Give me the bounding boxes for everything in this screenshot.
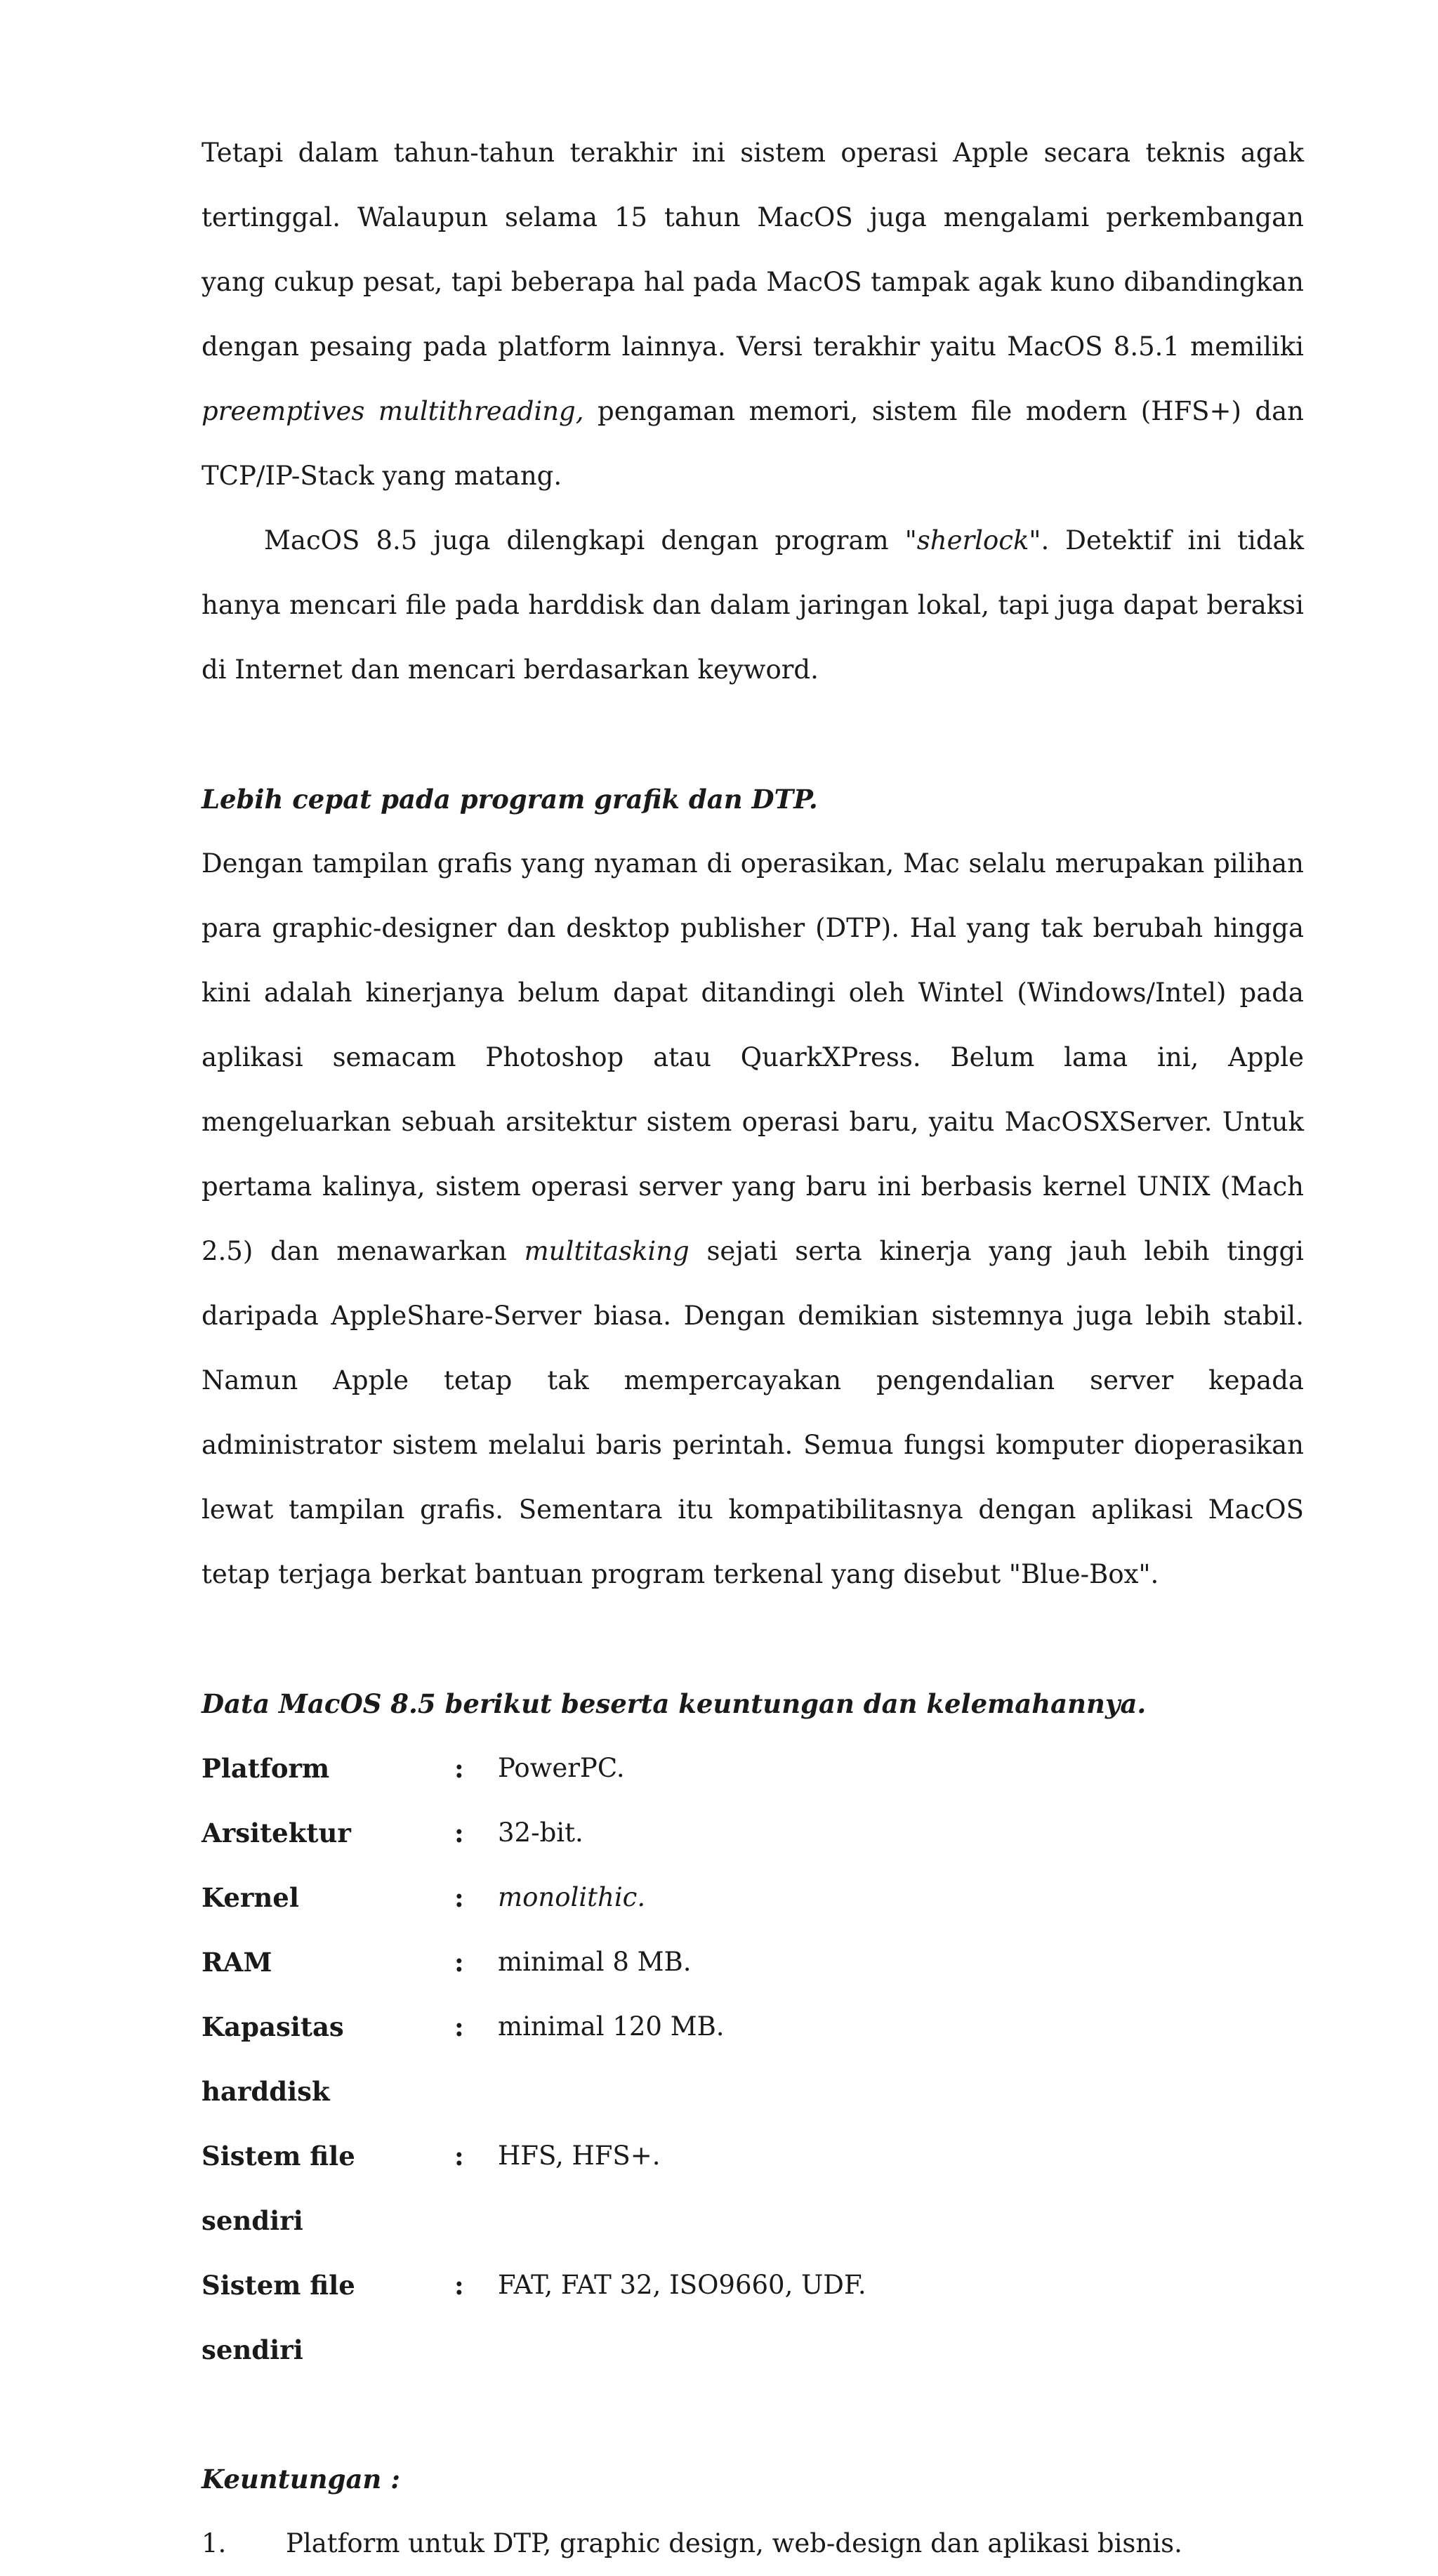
spec-row-arsitektur — [202, 1801, 1304, 1865]
spec-separator: : — [454, 1753, 464, 1784]
list-item-number: 1. — [202, 2528, 227, 2558]
italic-term-preemptive: preemptives multithreading, — [202, 396, 584, 426]
paragraph-text: sejati serta kinerja yang jauh lebih tinggi daripada AppleShare-Server biasa. Dengan demikian sistemnya juga lebih stabil. Namun Apple tetap tak mempercayakan pengendalian server kepada administrator sistem melalui baris perintah. Semua fungsi komputer dioperasikan lewat tampilan grafis. Sementara itu kompatibilitasnya dengan aplikasi MacOS tetap terjaga berkat bantuan program terkenal yang disebut "Blue-Box". — [202, 1236, 1305, 1589]
spec-label: Kernel — [202, 1882, 299, 1913]
section-gap — [202, 702, 1304, 767]
spec-separator: : — [454, 2270, 464, 2301]
advantages-list — [202, 2511, 1304, 2576]
spec-value: minimal 8 MB. — [498, 1947, 692, 1977]
paragraph-graphics-dtp — [202, 832, 1304, 1607]
spec-label: Kapasitas harddisk — [202, 2011, 344, 2107]
spec-value: minimal 120 MB. — [498, 2011, 725, 2042]
spec-row-ram — [202, 1930, 1304, 1995]
spec-row-harddisk — [202, 1995, 1304, 2124]
spec-row-kernel — [202, 1865, 1304, 1930]
spec-label: RAM — [202, 1947, 272, 1978]
section-gap — [202, 2382, 1304, 2447]
section-heading-specs: Data MacOS 8.5 berikut beserta keuntungan dan kelemahannya. — [202, 1688, 1147, 1719]
paragraph-text: Dengan tampilan grafis yang nyaman di operasikan, Mac selalu merupakan pilihan para graphic-designer dan desktop publisher (DTP). Hal yang tak berubah hingga kini adalah kinerjanya belum dapat ditandingi oleh Wintel (Windows/Intel) pada aplikasi semacam Photoshop atau QuarkXPress. Belum lama ini, Apple mengeluarkan sebuah arsitektur sistem operasi baru, yaitu MacOSXServer. Untuk pertama kalinya, sistem operasi server yang baru ini berbasis kernel UNIX (Mach 2.5) dan menawarkan — [202, 848, 1304, 1266]
spec-row-platform — [202, 1736, 1304, 1801]
paragraph-text: Tetapi dalam tahun-tahun terakhir ini sistem operasi Apple secara teknis agak tertinggal. Walaupun selama 15 tahun MacOS juga mengalami perkembangan yang cukup pesat, tapi beberapa hal pada MacOS tampak agak kuno dibandingkan dengan pesaing pada platform lainnya. Versi terakhir yaitu MacOS 8.5.1 memiliki — [202, 138, 1304, 362]
spec-row-filesystem-other — [202, 2253, 1304, 2382]
spec-label: Sistem file sendiri — [202, 2270, 355, 2365]
italic-term-sherlock: sherlock — [916, 525, 1029, 556]
spec-separator: : — [454, 2141, 464, 2171]
spec-label: Arsitektur — [202, 1818, 351, 1848]
paragraph-text: MacOS 8.5 juga dilengkapi dengan program " — [264, 525, 917, 556]
list-item-text: Platform untuk DTP, graphic design, web-design dan aplikasi bisnis. — [286, 2528, 1182, 2558]
paragraph-text: pengaman memori, sistem file modern (HFS+) dan TCP/IP-Stack yang matang. — [202, 396, 1304, 491]
spec-value: PowerPC. — [498, 1753, 625, 1783]
paragraph-apple-os-history — [202, 121, 1304, 508]
spec-table — [202, 1736, 1304, 2382]
spec-label: Platform — [202, 1753, 330, 1784]
spec-separator: : — [454, 1882, 464, 1913]
paragraph-text: ". Detektif ini tidak hanya mencari file pada harddisk dan dalam jaringan lokal, tapi juga dapat beraksi di Internet dan mencari berdasarkan keyword. — [202, 525, 1305, 685]
spec-value: FAT, FAT 32, ISO9660, UDF. — [498, 2270, 866, 2300]
spec-value: monolithic. — [498, 1882, 646, 1912]
italic-term-multitasking: multitasking — [524, 1236, 690, 1266]
list-item — [202, 2511, 1304, 2576]
spec-row-filesystem-own — [202, 2124, 1304, 2253]
spec-label: Sistem file sendiri — [202, 2141, 355, 2236]
section-heading-graphics: Lebih cepat pada program grafik dan DTP. — [202, 784, 818, 815]
spec-value: 32-bit. — [498, 1818, 583, 1848]
spec-separator: : — [454, 2011, 464, 2042]
paragraph-sherlock — [202, 508, 1304, 702]
section-gap — [202, 1607, 1304, 1671]
spec-value: HFS, HFS+. — [498, 2141, 661, 2171]
document-page — [202, 121, 1304, 2576]
spec-separator: : — [454, 1947, 464, 1978]
section-heading-advantages: Keuntungan : — [202, 2464, 400, 2495]
spec-separator: : — [454, 1818, 464, 1848]
